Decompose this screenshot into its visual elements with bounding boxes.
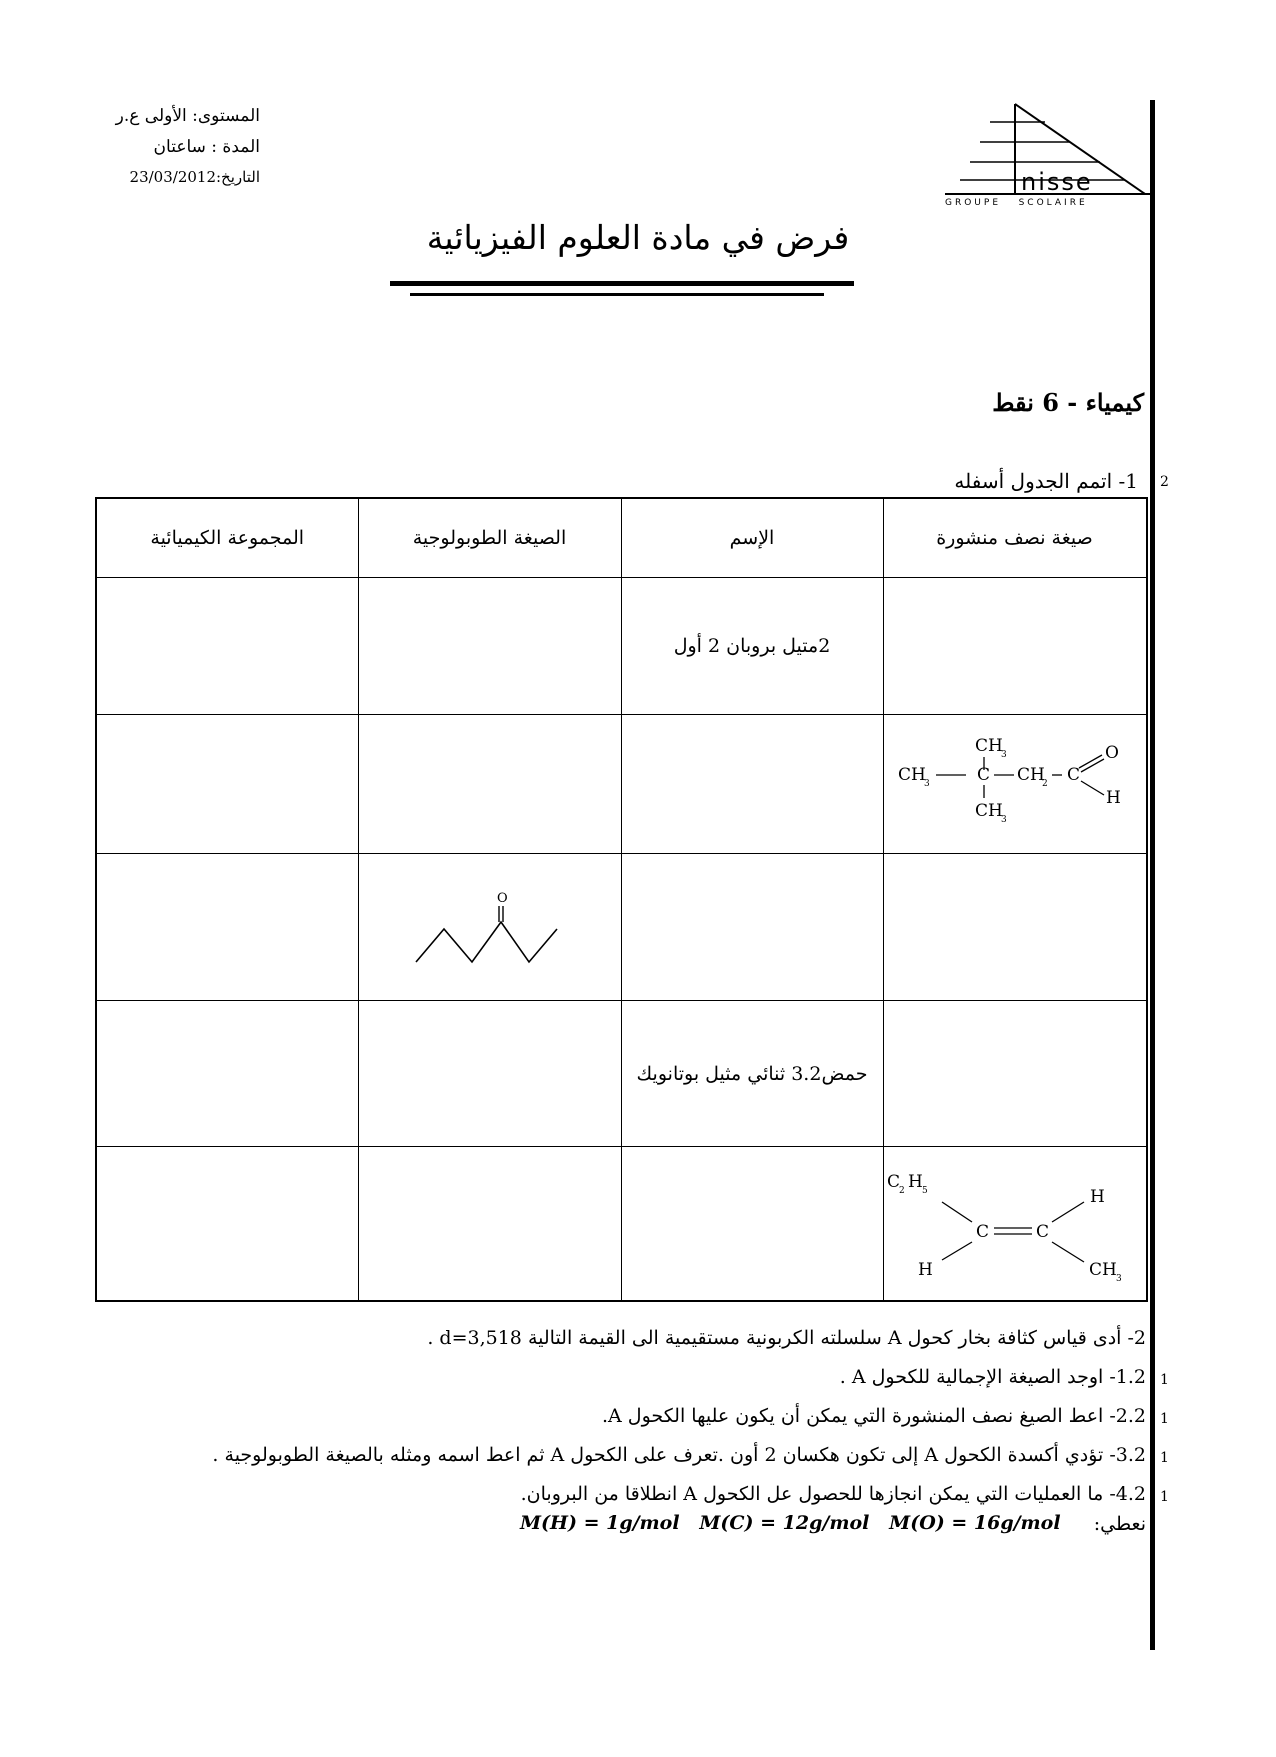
question-1-points: 2: [1160, 474, 1169, 490]
question-2-3: 3.2- تؤدي أكسدة الكحول A إلى تكون هكسان 2 أون .تعرف على الكحول A ثم اعط اسمه ومثله بالصيغة الطوبولوجية .: [212, 1444, 1146, 1466]
page-title: فرض في مادة العلوم الفيزيائية: [426, 218, 850, 257]
sub3-top: 3: [1000, 750, 1007, 760]
c2h5-c: C: [886, 1172, 900, 1192]
carbonyl-carbon: C: [1066, 765, 1080, 785]
logo-name: nisse: [1021, 168, 1093, 196]
ch3: CH: [1088, 1260, 1117, 1280]
duration-text: المدة : ساعتان: [153, 137, 260, 157]
alkene-formula: [884, 1147, 1146, 1300]
cell-topo: [358, 1001, 621, 1147]
question-2-4-points: 1: [1160, 1489, 1169, 1505]
table-header-row: [96, 498, 1147, 578]
level-text: المستوى: الأولى ع.ر: [115, 106, 260, 126]
question-2-3-points: 1: [1160, 1450, 1169, 1466]
question-2-2-points: 1: [1160, 1411, 1169, 1427]
carbon-b: C: [1035, 1222, 1049, 1242]
molar-masses: M(H) = 1g/mol M(C) = 12g/mol M(O) = 16g/mol: [520, 1512, 1061, 1534]
table-row: [96, 1001, 1147, 1147]
header-topological-formula: الصيغة الطوبولوجية: [358, 498, 621, 578]
cell-group: [96, 715, 358, 854]
question-2-1: 1.2- اوجد الصيغة الإجمالية للكحول A .: [839, 1366, 1146, 1388]
ch3-bottom: CH: [974, 801, 1003, 821]
cell-formula: [883, 578, 1147, 715]
central-carbon: C: [976, 765, 990, 785]
table-row: [96, 854, 1147, 1001]
table-row: [96, 715, 1147, 854]
oxygen-atom: O: [496, 891, 508, 906]
completion-table: [95, 497, 1148, 1302]
cell-formula: [883, 715, 1147, 854]
sub2: 2: [1041, 779, 1048, 789]
aldehyde-formula: [884, 715, 1146, 853]
ch3-top: CH: [974, 736, 1003, 756]
cell-topo: [358, 578, 621, 715]
question-2-1-points: 1: [1160, 1372, 1169, 1388]
hydrogen-left: H: [917, 1260, 933, 1280]
hydrogen: H: [1105, 788, 1121, 808]
table-row: [96, 1147, 1147, 1302]
cell-name: حمض3.2 ثنائي مثيل بوتانويك: [621, 1001, 883, 1147]
question-1: 1- اتمم الجدول أسفله: [954, 469, 1138, 493]
cell-group: [96, 578, 358, 715]
sub3-left: 3: [923, 779, 930, 789]
cell-name: [621, 715, 883, 854]
cell-group: [96, 854, 358, 1001]
cell-topo: [358, 854, 621, 1001]
ch2: CH: [1016, 765, 1045, 785]
cell-name: [621, 1147, 883, 1302]
title-underline: [390, 281, 854, 286]
header-semi-structural-formula: صيغة نصف منشورة: [883, 498, 1147, 578]
cell-group: [96, 1147, 358, 1302]
cell-formula: [883, 1147, 1147, 1302]
title-underline-2: [410, 293, 824, 296]
date-text: التاريخ:23/03/2012: [129, 168, 260, 186]
logo-group: GROUPE SCOLAIRE: [945, 198, 1088, 208]
sub3: 3: [1115, 1274, 1122, 1284]
carbon-a: C: [975, 1222, 989, 1242]
question-2-4: 4.2- ما العمليات التي يمكن انجازها للحصول عل الكحول A انطلاقا من البروبان.: [520, 1483, 1146, 1505]
cell-topo: [358, 715, 621, 854]
cell-name: [621, 854, 883, 1001]
c2h5-h: H: [907, 1172, 923, 1192]
school-logo: [945, 102, 1150, 210]
hydrogen-right: H: [1089, 1187, 1105, 1207]
ch3-left: CH: [897, 765, 926, 785]
sub2: 2: [898, 1186, 905, 1196]
question-2-2: 2.2- اعط الصيغ نصف المنشورة التي يمكن أن يكون عليها الكحول A.: [601, 1405, 1146, 1427]
header-chemical-group: المجموعة الكيميائية: [96, 498, 358, 578]
sub3-bottom: 3: [1000, 815, 1007, 825]
cell-name: 2متيل بروبان 2 أول: [621, 578, 883, 715]
given-label: نعطي:: [1093, 1513, 1146, 1535]
sub5: 5: [921, 1186, 928, 1196]
ketone-topological: [359, 854, 621, 1000]
cell-topo: [358, 1147, 621, 1302]
question-2-intro: 2- أدى قياس كثافة بخار كحول A سلسلته الكربونية مستقيمية الى القيمة التالية d=3,518 .: [427, 1327, 1146, 1349]
margin-line: [1150, 100, 1155, 1650]
cell-formula: [883, 1001, 1147, 1147]
header-name: الإسم: [621, 498, 883, 578]
section-title: كيمياء - 6 نقط: [992, 388, 1144, 417]
oxygen: O: [1104, 743, 1119, 763]
cell-group: [96, 1001, 358, 1147]
table-row: [96, 578, 1147, 715]
cell-formula: [883, 854, 1147, 1001]
